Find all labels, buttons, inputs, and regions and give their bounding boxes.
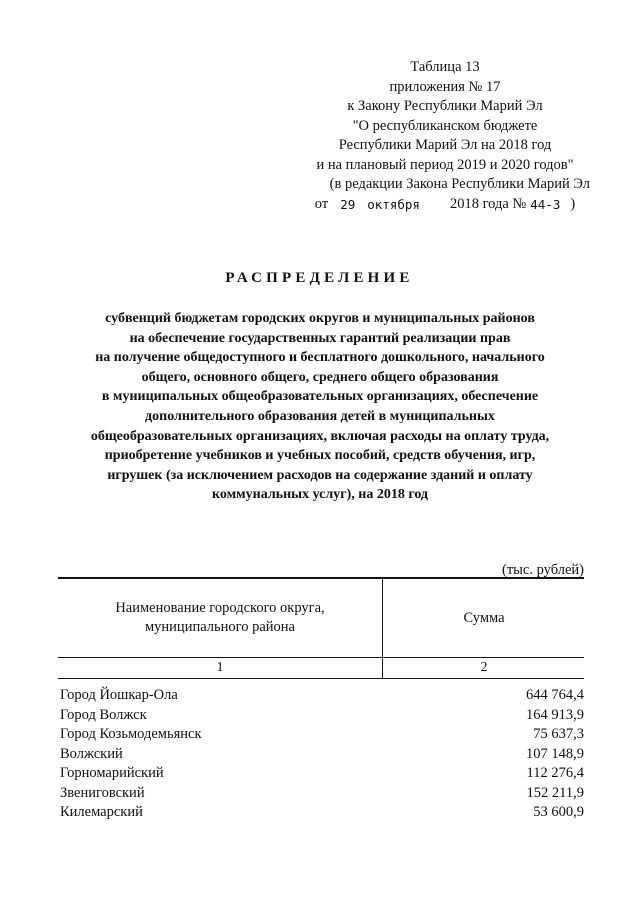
municipality-name: Город Йошкар-Ола xyxy=(60,687,178,703)
law-number: 44-З xyxy=(530,196,561,212)
amount-value: 152 211,9 xyxy=(526,784,584,801)
column-header-name xyxy=(58,579,383,657)
law-reference: к Закону Республики Марий Эл xyxy=(347,98,543,114)
subtitle-line: на обеспечение государственных гарантий реализации прав xyxy=(129,330,511,346)
subtitle-line: коммунальных услуг), на 2018 год xyxy=(211,487,429,503)
column-number-2: 2 xyxy=(480,660,488,675)
law-title-line-3: и на плановый период 2019 и 2020 годов" xyxy=(316,156,574,173)
column-header-name-line-2: муниципального района xyxy=(144,619,295,635)
distribution-table-body xyxy=(60,686,584,823)
date-year-text: 2018 года № xyxy=(449,195,527,212)
date-month: октября xyxy=(367,196,420,212)
law-title-line-2: Республики Марий Эл на 2018 год xyxy=(338,137,552,153)
column-header-amount: Сумма xyxy=(463,609,505,626)
table-row xyxy=(60,803,584,823)
table-row xyxy=(60,706,584,726)
date-prefix: от xyxy=(314,195,329,212)
law-title-line-1: "О республиканском бюджете xyxy=(352,117,538,134)
municipality-name: Волжский xyxy=(60,745,123,762)
document-subtitle xyxy=(40,309,600,505)
appendix-number: приложения № 17 xyxy=(389,78,501,95)
table-row xyxy=(60,725,584,745)
subtitle-line: приобретение учебников и учебных пособий, средств обучения, игр, xyxy=(104,448,536,464)
column-number-row xyxy=(58,657,584,678)
municipality-name: Город Козьмодемьянск xyxy=(60,726,202,742)
table-header xyxy=(58,577,584,679)
document-title: РАСПРЕДЕЛЕНИЕ xyxy=(225,270,414,286)
table-row xyxy=(60,784,584,804)
subtitle-line: общеобразовательных организациях, включая расходы на оплату труда, xyxy=(90,428,550,444)
date-close-paren: ) xyxy=(570,195,576,212)
municipality-name: Город Волжск xyxy=(60,706,147,723)
column-number-1: 1 xyxy=(58,658,383,678)
amount-value: 112 276,4 xyxy=(526,765,584,781)
municipality-name: Звениговский xyxy=(60,784,145,801)
amount-value: 644 764,4 xyxy=(526,687,584,703)
amount-value: 164 913,9 xyxy=(526,706,584,723)
table-row xyxy=(60,745,584,765)
amount-value: 53 600,9 xyxy=(533,804,584,820)
amount-value: 75 637,3 xyxy=(533,726,584,742)
table-row xyxy=(60,686,584,706)
subtitle-line: в муниципальных общеобразовательных организациях, обеспечение xyxy=(101,389,539,405)
appendix-header xyxy=(300,58,590,214)
subtitle-line: общего, основного общего, среднего общего образования xyxy=(141,369,499,385)
table-row xyxy=(60,764,584,784)
distribution-table-header xyxy=(58,577,584,679)
subtitle-line: на получение общедоступного и бесплатного дошкольного, начального xyxy=(95,350,545,366)
subtitle-line: игрушек (за исключением расходов на содержание зданий и оплату xyxy=(107,467,533,483)
municipality-name: Горномарийский xyxy=(60,765,164,781)
date-day: 29 xyxy=(340,196,356,212)
subtitle-line: дополнительного образования детей в муниципальных xyxy=(145,408,495,424)
table-number: Таблица 13 xyxy=(410,59,480,75)
edition-note: (в редакции Закона Республики Марий Эл xyxy=(329,176,590,192)
amount-value: 107 148,9 xyxy=(526,745,584,762)
units-note: (тыс. рублей) xyxy=(502,562,584,578)
edition-date-line xyxy=(300,195,590,215)
municipality-name: Килемарский xyxy=(60,804,143,820)
subtitle-line: субвенций бюджетам городских округов и муниципальных районов xyxy=(105,311,535,326)
column-header-name-line-1: Наименование городского округа, xyxy=(115,600,325,616)
